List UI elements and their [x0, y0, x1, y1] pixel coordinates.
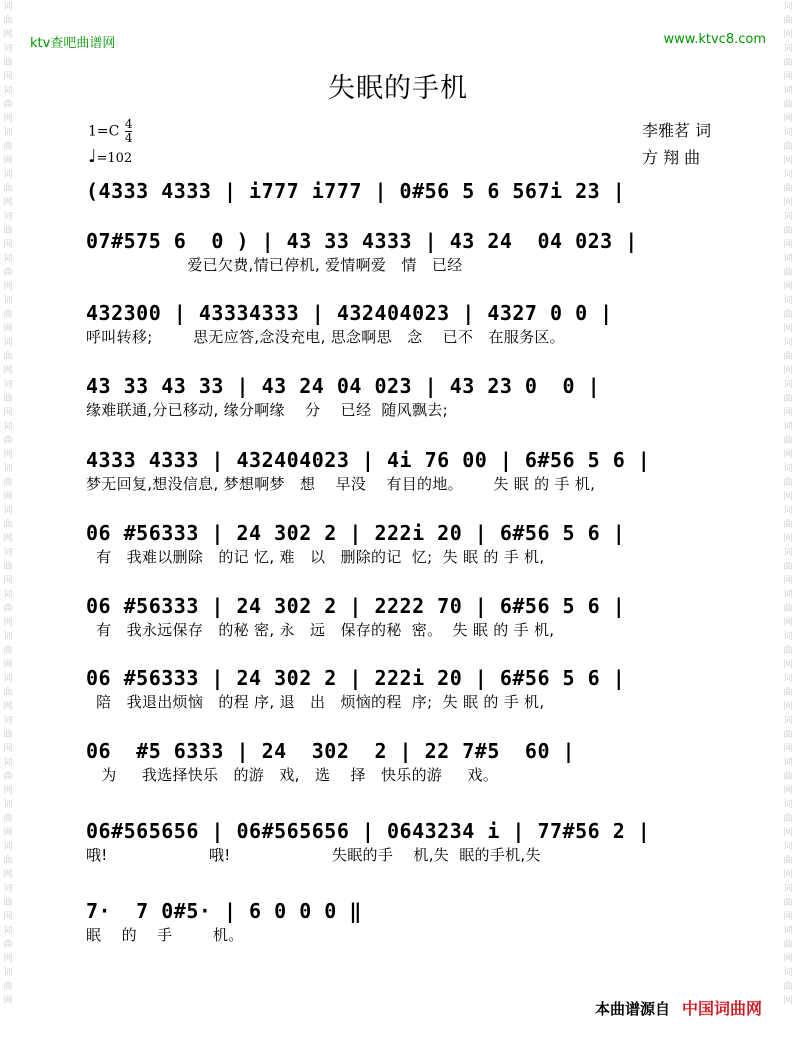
watermark-char: 曲: [783, 58, 793, 68]
watermark-char: 网: [3, 198, 13, 208]
right-watermark-strip: [780, 0, 796, 1044]
source-site-link[interactable]: 中国词曲网: [681, 999, 762, 1018]
watermark-char: 网: [3, 786, 13, 796]
watermark-char: 曲: [3, 352, 13, 362]
watermark-char: 词: [3, 716, 13, 726]
watermark-char: 网: [3, 408, 13, 418]
watermark-char: 曲: [783, 226, 793, 236]
watermark-char: 曲: [783, 268, 793, 278]
watermark-char: 网: [3, 702, 13, 712]
watermark-char: 曲: [783, 16, 793, 26]
watermark-char: 词: [3, 758, 13, 768]
left-watermark-strip: [0, 0, 16, 1044]
watermark-char: 曲: [3, 562, 13, 572]
score-system: [86, 665, 726, 713]
watermark-char: 曲: [783, 604, 793, 614]
watermark-char: 网: [783, 534, 793, 544]
watermark-char: 词: [783, 926, 793, 936]
watermark-char: 网: [783, 786, 793, 796]
watermark-char: 词: [3, 464, 13, 474]
notation-line: 432300 | 43334333 | 432404023 | 4327 0 0 |: [86, 301, 613, 325]
watermark-char: 词: [783, 632, 793, 642]
watermark-char: 曲: [3, 268, 13, 278]
notation-line: 06 #56333 | 24 302 2 | 222i 20 | 6#56 5 6 |: [86, 521, 626, 545]
watermark-char: 网: [3, 366, 13, 376]
watermark-char: 网: [3, 828, 13, 838]
watermark-char: 曲: [3, 226, 13, 236]
score-system: [86, 178, 726, 204]
watermark-char: 曲: [3, 394, 13, 404]
watermark-char: 词: [3, 128, 13, 138]
watermark-char: 网: [783, 366, 793, 376]
notation-line: 06#565656 | 06#565656 | 0643234 i | 77#56 2 |: [86, 819, 651, 843]
watermark-char: 词: [3, 296, 13, 306]
watermark-char: 词: [3, 800, 13, 810]
watermark-char: 曲: [3, 478, 13, 488]
lyric-line: 眠 的 手 机。: [86, 926, 244, 944]
watermark-char: 词: [783, 800, 793, 810]
tempo-value: =102: [96, 151, 133, 166]
watermark-char: 网: [3, 240, 13, 250]
watermark-char: 曲: [3, 184, 13, 194]
watermark-char: 曲: [3, 310, 13, 320]
watermark-char: 词: [783, 296, 793, 306]
watermark-char: 词: [783, 968, 793, 978]
score-system: [86, 228, 726, 276]
watermark-char: 曲: [3, 856, 13, 866]
watermark-char: 曲: [3, 772, 13, 782]
watermark-char: 网: [783, 72, 793, 82]
watermark-char: 词: [783, 128, 793, 138]
lyricist-credit: 李雅茗 词: [642, 121, 712, 140]
watermark-char: 网: [783, 324, 793, 334]
lyric-line: 为 我选择快乐 的游 戏, 选 择 快乐的游 戏。: [86, 766, 499, 784]
time-denominator: 4: [124, 131, 133, 145]
watermark-char: 曲: [3, 16, 13, 26]
composer-credit: 方 翔 曲: [642, 148, 701, 167]
watermark-char: 曲: [3, 100, 13, 110]
lyric-line: 陪 我退出烦恼 的程 序, 退 出 烦恼的程 序; 失 眠 的 手 机,: [86, 693, 545, 711]
watermark-char: 曲: [783, 310, 793, 320]
score-system: [86, 898, 726, 946]
watermark-char: 词: [3, 44, 13, 54]
watermark-char: 词: [783, 254, 793, 264]
watermark-char: 词: [783, 2, 793, 12]
watermark-char: 词: [783, 548, 793, 558]
watermark-char: 网: [3, 954, 13, 964]
watermark-char: 网: [783, 114, 793, 124]
lyric-line: 缘难联通,分已移动, 缘分啊缘 分 已经 随风飘去;: [86, 401, 448, 419]
watermark-char: 曲: [783, 730, 793, 740]
watermark-char: 曲: [3, 730, 13, 740]
notation-line: 06 #5 6333 | 24 302 2 | 22 7#5 60 |: [86, 739, 576, 763]
watermark-char: 词: [3, 422, 13, 432]
watermark-char: 网: [3, 660, 13, 670]
watermark-char: 曲: [3, 436, 13, 446]
watermark-char: 网: [3, 72, 13, 82]
watermark-char: 网: [3, 156, 13, 166]
watermark-char: 网: [3, 324, 13, 334]
watermark-char: 词: [3, 968, 13, 978]
watermark-char: 词: [783, 422, 793, 432]
watermark-char: 曲: [783, 394, 793, 404]
watermark-char: 网: [783, 156, 793, 166]
watermark-char: 网: [783, 660, 793, 670]
notation-line: 4333 4333 | 432404023 | 4i 76 00 | 6#56 5 6 |: [86, 448, 651, 472]
watermark-char: 词: [783, 212, 793, 222]
score-system: [86, 520, 726, 568]
site-link-right[interactable]: www.ktvc8.com: [663, 32, 766, 47]
watermark-char: 网: [3, 450, 13, 460]
watermark-char: 曲: [783, 646, 793, 656]
watermark-char: 网: [3, 492, 13, 502]
watermark-char: 网: [783, 828, 793, 838]
watermark-char: 曲: [783, 478, 793, 488]
source-footer: [595, 996, 762, 1019]
watermark-char: 词: [3, 926, 13, 936]
watermark-char: 网: [783, 282, 793, 292]
site-link-left[interactable]: ktv查吧曲谱网: [30, 36, 116, 51]
watermark-char: 网: [783, 912, 793, 922]
source-label: 本曲谱源自: [594, 1000, 670, 1018]
watermark-char: 词: [783, 170, 793, 180]
tempo-marking: [88, 146, 132, 167]
watermark-char: 曲: [783, 436, 793, 446]
watermark-char: 网: [3, 996, 13, 1006]
watermark-char: 网: [3, 534, 13, 544]
watermark-char: 网: [783, 408, 793, 418]
watermark-char: 网: [3, 114, 13, 124]
watermark-char: 词: [3, 86, 13, 96]
watermark-char: 词: [3, 674, 13, 684]
watermark-char: 词: [783, 506, 793, 516]
key-label: 1=C: [88, 123, 120, 140]
watermark-char: 曲: [783, 562, 793, 572]
watermark-char: 词: [3, 590, 13, 600]
watermark-char: 网: [783, 30, 793, 40]
watermark-char: 网: [783, 870, 793, 880]
watermark-char: 曲: [783, 940, 793, 950]
watermark-char: 曲: [783, 520, 793, 530]
watermark-char: 曲: [783, 142, 793, 152]
credits: [642, 117, 711, 171]
watermark-char: 网: [3, 912, 13, 922]
watermark-char: 网: [3, 870, 13, 880]
lyric-line: 爱已欠费,情已停机, 爱情啊爱 情 已经: [86, 256, 463, 274]
watermark-char: 曲: [3, 646, 13, 656]
watermark-char: 词: [3, 548, 13, 558]
watermark-char: 词: [783, 716, 793, 726]
watermark-char: 曲: [783, 184, 793, 194]
watermark-char: 曲: [3, 520, 13, 530]
watermark-char: 曲: [783, 814, 793, 824]
watermark-char: 曲: [3, 940, 13, 950]
watermark-char: 词: [783, 44, 793, 54]
watermark-char: 词: [3, 380, 13, 390]
notation-line: 43 33 43 33 | 43 24 04 023 | 43 23 0 0 |: [86, 374, 601, 398]
song-title: 失眠的手机: [328, 73, 468, 104]
watermark-char: 曲: [3, 982, 13, 992]
watermark-char: 网: [3, 282, 13, 292]
lyric-line: 哦! 哦! 失眠的手 机,失 眠的手机,失: [86, 846, 541, 864]
watermark-char: 网: [783, 450, 793, 460]
watermark-char: 网: [3, 618, 13, 628]
score-system: [86, 593, 726, 641]
notation-line: 06 #56333 | 24 302 2 | 222i 20 | 6#56 5 6 |: [86, 666, 626, 690]
watermark-char: 曲: [3, 814, 13, 824]
watermark-char: 网: [3, 576, 13, 586]
time-numerator: 4: [124, 117, 133, 131]
score-system: [86, 373, 726, 421]
watermark-char: 网: [783, 744, 793, 754]
watermark-char: 词: [3, 506, 13, 516]
watermark-char: 网: [3, 744, 13, 754]
watermark-char: 网: [783, 576, 793, 586]
watermark-char: 词: [3, 212, 13, 222]
score-system: [86, 300, 726, 348]
watermark-char: 词: [3, 632, 13, 642]
quarter-note-icon: ♩: [88, 146, 97, 167]
notation-line: 7· 7 0#5· | 6 0 0 0 ‖: [86, 899, 362, 923]
watermark-char: 网: [783, 198, 793, 208]
watermark-char: 词: [783, 758, 793, 768]
notation-line: 06 #56333 | 24 302 2 | 2222 70 | 6#56 5 6 |: [86, 594, 626, 618]
time-signature: [125, 118, 133, 145]
watermark-char: 网: [783, 996, 793, 1006]
watermark-char: 曲: [783, 100, 793, 110]
watermark-char: 词: [783, 842, 793, 852]
watermark-char: 曲: [3, 688, 13, 698]
watermark-char: 词: [3, 338, 13, 348]
watermark-char: 曲: [783, 982, 793, 992]
watermark-char: 词: [783, 380, 793, 390]
watermark-char: 网: [3, 30, 13, 40]
watermark-char: 词: [783, 338, 793, 348]
watermark-char: 曲: [783, 898, 793, 908]
watermark-char: 词: [783, 464, 793, 474]
watermark-char: 词: [3, 254, 13, 264]
lyric-line: 有 我永远保存 的秘 密, 永 远 保存的秘 密。 失 眠 的 手 机,: [86, 621, 555, 639]
score-system: [86, 818, 726, 866]
watermark-char: 曲: [783, 688, 793, 698]
watermark-char: 词: [783, 674, 793, 684]
lyric-line: 梦无回复,想没信息, 梦想啊梦 想 早没 有目的地。 失 眠 的 手 机,: [86, 475, 596, 493]
score-system: [86, 447, 726, 495]
score-system: [86, 738, 726, 786]
notation-line: (4333 4333 | i777 i777 | 0#56 5 6 567i 23 |: [86, 179, 626, 203]
notation-line: 07#575 6 0 ) | 43 33 4333 | 43 24 04 023 |: [86, 229, 638, 253]
watermark-char: 曲: [783, 856, 793, 866]
watermark-char: 词: [3, 170, 13, 180]
watermark-char: 词: [3, 842, 13, 852]
watermark-char: 网: [783, 618, 793, 628]
watermark-char: 网: [783, 240, 793, 250]
watermark-char: 网: [783, 492, 793, 502]
watermark-char: 网: [783, 954, 793, 964]
watermark-char: 曲: [783, 772, 793, 782]
watermark-char: 词: [783, 590, 793, 600]
watermark-char: 曲: [3, 898, 13, 908]
lyric-line: 有 我难以删除 的记 忆, 难 以 删除的记 忆; 失 眠 的 手 机,: [86, 548, 545, 566]
watermark-char: 网: [783, 702, 793, 712]
watermark-char: 曲: [3, 604, 13, 614]
key-signature: [88, 118, 132, 145]
watermark-char: 曲: [783, 352, 793, 362]
watermark-char: 词: [3, 2, 13, 12]
watermark-char: 词: [3, 884, 13, 894]
watermark-char: 曲: [3, 142, 13, 152]
watermark-char: 词: [783, 884, 793, 894]
watermark-char: 曲: [3, 58, 13, 68]
lyric-line: 呼叫转移; 思无应答,念没充电, 思念啊思 念 已不 在服务区。: [86, 328, 565, 346]
watermark-char: 词: [783, 86, 793, 96]
